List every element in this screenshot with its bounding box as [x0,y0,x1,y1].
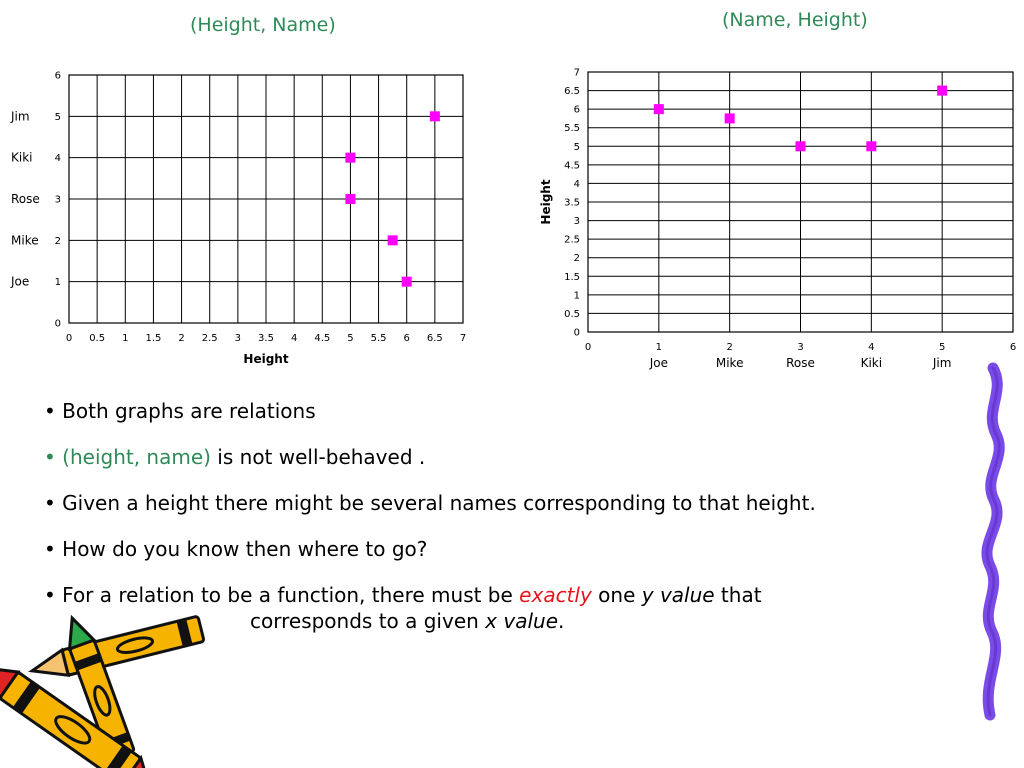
x-category-label: Rose [786,356,815,370]
y-tick-label: 6 [54,70,61,82]
exactly-emphasis: exactly [519,583,592,607]
x-tick-label: 6 [403,333,410,344]
bullet-where-to-go: • How do you know then where to go? [44,537,428,561]
x-tick-label: 7 [459,333,467,344]
x-tick-label: 5.5 [370,333,387,344]
x-tick-label: 3.5 [258,333,274,344]
x-tick-label: 5 [938,342,946,353]
y-tick-label: 7 [573,67,580,79]
x-tick-label: 0.5 [89,333,106,344]
right-chart-title: (Name, Height) [722,9,868,31]
y-tick-label: 4 [54,153,61,165]
x-tick-label: 4.5 [314,333,331,344]
x-category-label: Jim [932,356,952,370]
y-category-label: Joe [11,274,30,289]
bullet-relations: • Both graphs are relations [44,399,316,423]
y-tick-label: 0 [54,318,61,330]
y-tick-label: 2 [54,235,61,247]
x-tick-label: 2.5 [201,333,218,344]
y-tick-label: 3.5 [564,197,580,209]
y-tick-label: 4.5 [564,160,580,172]
x-tick-label: 1 [655,342,663,353]
x-tick-label: 5 [347,333,354,344]
bullet-not-well-behaved: • (height, name) is not well-behaved . [44,445,426,469]
y-tick-label: 4 [573,178,580,190]
y-category-label: Rose [11,192,40,206]
x-category-label: Mike [715,356,744,370]
y-tick-label: 5.5 [564,123,580,135]
y-category-label: Mike [11,233,39,248]
x-tick-label: 1.5 [145,333,162,344]
y-tick-label: 6 [573,104,580,116]
x-tick-label: 6 [1009,342,1017,353]
y-tick-label: 1 [573,290,580,302]
x-tick-label: 4 [868,342,875,353]
bullet-several-names: • Given a height there might be several names corresponding to that height. [44,491,816,515]
x-tick-label: 0 [65,333,73,344]
x-category-label: Kiki [860,356,883,370]
y-tick-label: 6.5 [564,86,580,98]
y-tick-label: 2.5 [564,234,580,246]
x-tick-label: 1 [122,333,129,344]
x-tick-label: 2 [726,342,733,353]
y-tick-label: 0 [573,327,580,339]
y-tick-label: 5 [54,111,61,123]
x-tick-label: 4 [290,333,298,344]
y-tick-label: 2 [573,253,580,265]
y-tick-label: 3 [54,194,61,206]
y-tick-label: 0.5 [564,308,580,320]
y-category-label: Jim [11,109,30,124]
y-axis-title: Height [539,179,553,225]
x-tick-label: 3 [234,333,242,344]
y-tick-label: 1.5 [564,271,580,283]
left-chart-title: (Height, Name) [190,14,336,36]
y-tick-label: 5 [573,141,580,153]
bullet-function-definition: • For a relation to be a function, there must be exactly one y value that corresponds to a given x value. [44,583,762,633]
x-category-label: Joe [649,356,668,370]
y-tick-label: 3 [573,216,580,228]
x-tick-label: 3 [797,342,804,353]
height-name-emphasis: (height, name) [62,445,211,469]
y-category-label: Kiki [11,150,33,165]
x-tick-label: 0 [584,342,592,353]
y-tick-label: 1 [54,277,61,289]
x-tick-label: 6.5 [426,333,443,344]
x-axis-title: Height [243,352,289,366]
x-tick-label: 2 [178,333,185,344]
